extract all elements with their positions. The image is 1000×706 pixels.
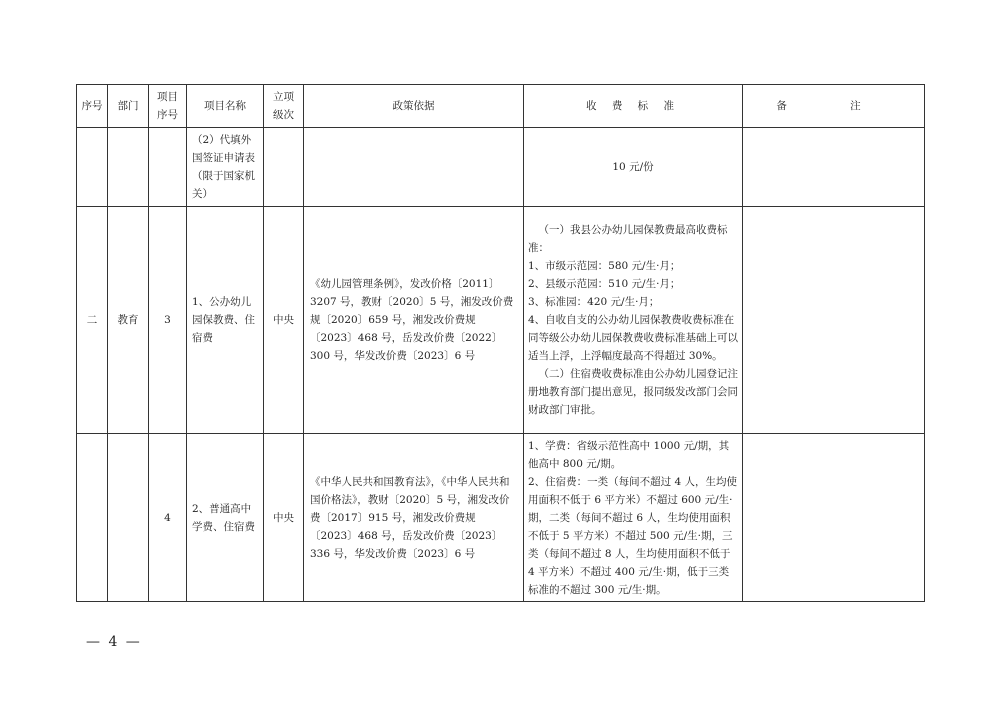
- header-item-no: 项目序号: [149, 85, 187, 128]
- standard-line: 3、标准园：420 元/生·月；: [528, 296, 660, 308]
- row-no: 二: [77, 207, 108, 434]
- table-header-row: [77, 85, 925, 128]
- row-dept: 教育: [108, 207, 149, 434]
- row-remark: [743, 207, 925, 434]
- standard-line: 1、学费：省级示范性高中 1000 元/期，其他高中 800 元/期。: [528, 439, 730, 470]
- row-standard: [524, 207, 743, 434]
- header-standard: 收 费 标 准: [524, 85, 743, 128]
- row-item-no: 4: [149, 434, 187, 602]
- row-standard: [524, 128, 743, 207]
- header-dept: 部门: [108, 85, 149, 128]
- row-item-no: 3: [149, 207, 187, 434]
- standard-line: 2、县级示范园：510 元/生·月；: [528, 278, 681, 290]
- row-item-name: （2）代填外国签证申请表（限于国家机关）: [187, 128, 264, 207]
- standard-line: 10 元/份: [612, 161, 654, 173]
- row-remark: [743, 434, 925, 602]
- page-number: — 4 —: [86, 634, 142, 650]
- table-row: [77, 128, 925, 207]
- header-basis: 政策依据: [304, 85, 524, 128]
- header-item-name: 项目名称: [187, 85, 264, 128]
- fee-schedule-table: [76, 84, 925, 602]
- row-level: 中央: [264, 207, 304, 434]
- standard-line: （二）住宿费收费标准由公办幼儿园登记注册地教育部门提出意见，报同级发改部门会同财政部门审批。: [528, 368, 738, 416]
- row-dept: [108, 128, 149, 207]
- standard-line: 2、住宿费：一类（每间不超过 4 人，生均使用面积不低于 6 平方米）不超过 600 元/生·期，二类（每间不超过 6 人，生均使用面积不低于 5 平方米）不超过 500 元/生·期，三类（每间不超过 8 人，生均使用面积不低于 4 平方米）不超过 400 元/生·期，低于三类标准的不超过 300 元/生·期。: [528, 475, 738, 596]
- row-no: [77, 434, 108, 602]
- row-item-no: [149, 128, 187, 207]
- row-level: [264, 128, 304, 207]
- table-row: [77, 434, 925, 602]
- row-standard: [524, 434, 743, 602]
- row-item-name: 2、普通高中学费、住宿费: [187, 434, 264, 602]
- row-remark: [743, 128, 925, 207]
- header-remark: 备 注: [743, 85, 925, 128]
- row-level: 中央: [264, 434, 304, 602]
- row-dept: [108, 434, 149, 602]
- standard-line: 4、自收自支的公办幼儿园保教费收费标准在同等级公办幼儿园保教费收费标准基础上可以适当上浮，上浮幅度最高不得超过 30%。: [528, 314, 738, 362]
- row-no: [77, 128, 108, 207]
- standard-line: 1、市级示范园：580 元/生·月；: [528, 260, 681, 272]
- table-row: [77, 207, 925, 434]
- standard-line: （一）我县公办幼儿园保教费最高收费标准：: [528, 224, 728, 254]
- header-no: 序号: [77, 85, 108, 128]
- header-level: 立项级次: [264, 85, 304, 128]
- row-basis: 《幼儿园管理条例》，发改价格〔2011〕3207 号，教财〔2020〕5 号，湘发改价费规〔2020〕659 号，湘发改价费规〔2023〕468 号，岳发改价费〔2022〕300 号，华发改价费〔2023〕6 号: [304, 207, 524, 434]
- row-basis: 《中华人民共和国教育法》，《中华人民共和国价格法》，教财〔2020〕5 号，湘发改价费〔2017〕915 号，湘发改价费规〔2023〕468 号，岳发改价费〔2023〕336 号，华发改价费〔2023〕6 号: [304, 434, 524, 602]
- row-basis: [304, 128, 524, 207]
- row-item-name: 1、公办幼儿园保教费、住宿费: [187, 207, 264, 434]
